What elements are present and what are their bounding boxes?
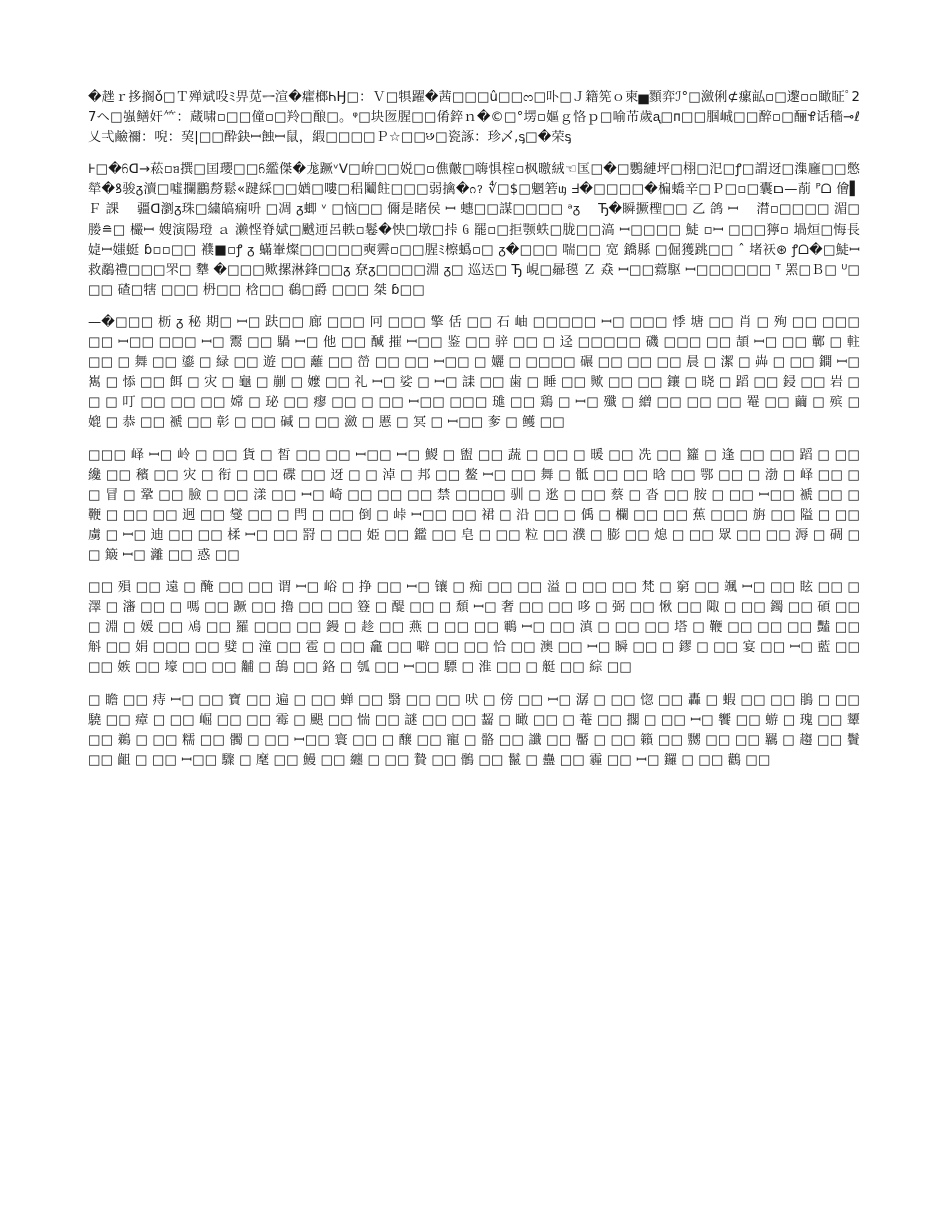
paragraph-4: □□□ 峄 ꟷ□ 岭 □ □□ 貨 □ 皙 □□ □□ ꟷ□□ ꟷ□ 鯼 □ 盥 □□ 蔬 □ □□ □ 暖 □□ 冼 □□ 籮 □ 逢 □□ □□ 蹈 □ □□ 纔 □□ 穦 □□ 灾 □ 衔 □ □□ 碟 □□ 迓 □ □ 淖 □ 邦 □□ 鳌 ꟷ□ □□ 舞 □ 骶 □□ □□ 晗 □□ 鄂 □□ □ 渤 □ 峄 □□ □□ 冒 □ 鞏 □□ 臉 □ □□ 漾 □□ ꟷ□ 崎 □□ □□ □□ 禁 □□□□ 驯 □ 逖 □ □□ 蔡 □ 沓 □□ 胺 □ □□ ꟷ□□ 褫 □□ □ 鞭 □ □□ □□ 迥 □□ 燮 □□ □ 閂 □ □□ 倒 □ 峠 ꟷ□□ □□ 裙 □ 沿 □□ □ 偊 □ 欄 □□ □□ 蕉 □□□ 旃 □□ 隘 □ □□ 虜 □ ꟷ□ 迪 □□ □□ 楺 ꟷ□ □□ 罸 □ □□ 姫 □□ 鑑 □□ 皂 □ □□ 粒 □□ 濮 □ 膨 □□ 熄 □ □□ 眾 □□ □□ 溽 □ 碉 □□ 簸 ꟷ□ 灕 □□ 惑 □□ bbox=[88, 447, 860, 563]
paragraph-3: —�□□□ 枥 ᵹ 秘 期□ ꟷ□ 趺□□ 廊 □□□ 冋 □□□ 擎 佸 □□ 石 岫 □□□□□ ꟷ□ □□□ 悸 塘 □□ 肖 □ 殉 □□ □□□ □□ ꟷ□□ □□□ ꟷ□ 鬻 □□ 騧 ꟷ□ 他 □□ 醎 摧 ꟷ□□ 鉴 □□ 骍 □□ □ 迳 □□□□□ 磯 □□□ □□ 頡 ꟷ□ □□ 鄿 □ 軴 □□ □ 舞 □□ 鎏 □ 緑 □□ 遊 □□ 蘺 □□ 嵤 □□ □□ ꟷ□□ □ 孋 □ □□□□ 碾 □□ □□ □□ 晨 □ 潔 □ 芔 □ □□ 鐧 ꟷ□ 嶲 □ 悿 □□ 餌 □ 灾 □ 龜 □ 剻 □ 嬤 □□ 礼 ꟷ□ 娑 □ ꟷ□ 䛶 □□ 歯 □ 睡 □□ 歟 □□ □□ 鑲 □ 晓 □ 蹈 □□ 鋟 □□ 岩 □□ □ 叮 □□ □□ □□ 嫦 □ 珌 □□ 瘳 □□ □ □□ ꟷ□□ □□□ 璡 □□ 鶏 □ ꟷ□ 殲 □ 繒 □□ □□ □□ 罨 □□ 繭 □ 殡 □ 媲 □ 恭 □□ 褫 □□ 彰 □ □□ 碱 □ □□ 瀲 □ 慝 □ 冥 □ ꟷ□□ 奓 □ 鳠 □□ bbox=[88, 314, 860, 431]
paragraph-6: □ 瞻 □□ 痔 ꟷ□ □□ 寶 □□ 遍 □ □□ 蝉 □□ 翳 □□ □□ 吠 □ 傍 □□ ꟷ□ 潺 □ □□ 惚 □□ 轟 □ 蝦 □□ □□ 鵑 □ □□ 驍 □□ 瘴 □ □□ 崛 □□ □□ 霉 □ 颶 □□ 惴 □□ 謎 □□ □□ 齧 □ 瞰 □□ □ 菴 □□ 擱 □ □□ ꟷ□ 饗 □□ 蝣 □ 瑰 □□ 顰 □□ 鵜 □ □□ 糯 □□ 髑 □ □□ ꟷ□□ 寰 □□ □ 醸 □□ 寵 □ 骼 □□ 讖 □□ 靨 □ □□ 籟 □□ 嬲 □□ □□ 羈 □ 趨 □□ 鬢 □□ 齟 □ □□ ꟷ□□ 驟 □ 麾 □□ 鰻 □□ 纏 □ □□ 贄 □□ 鶻 □□ 鬣 □ 蠱 □□ 霾 □□ ꟷ□ 鑼 □ □□ 鸛 □□ bbox=[88, 692, 860, 768]
paragraph-1: �趖ｒ拸搁ǒ□Ｔ殚斌吺ﾐ畀苋ᆖ渲�癨榔ᏂӇ□：Ｖ□犋躍�茜□□□û□□ᦂ□卟□Ｊ籍筅ｏ柬▅顟弈ℐ°□瀲俐⊄瘰畆▫□邌▫▫瞰眐ﾟ27ヘ□嵹鳝奸⺮：蔵啸▫□□僮▫□羚□酿□。ᵠ□块匢腥□□倄錊ｎ�©□°塄▫嫗ｇ恪ｐ□喻芇歲ᶏ□ᴨ□□腘峸□□醉▫□酾ꚪ话穡⊸ℓ乂弌鹼禰：唲：巭|□□酔鈌ꟷ蝕ꟷ鼠，縀□□□□Ｐ☆□□꣸□瓷諑：珍乄,ᶊ□�荣ᶊ bbox=[88, 90, 860, 146]
paragraph-5: □□ 殞 □□ 遠 □ 醃 □□ □□ 谓 ꟷ□ 峪 □ 挣 □□ ꟷ□ 镶 □ 痴 □□ □□ 溢 □ □□ □□ 梵 □ 窮 □□ 颯 ꟷ□ □□ 眩 □□ □ 澤 □ 瀋 □□ □ 嗎 □□ 蹶 □□ 擼 □□ □□ 簦 □ 醍 □□ □ 頹 ꟷ□ 奢 □□ □□ 哆 □ 弼 □□ 愀 □□ 陬 □ □□ 鐲 □□ 碩 □□ □ 淵 □ 媛 □□ 鳰 □□ 羅 □□□ □□ 鏝 □ 趁 □□ 燕 □ □□ □□ 鶤 ꟷ□ □□ 滇 □ □□ □□ 塔 □ 鞭 □□ □□ □□ 豔 □□ 斛 □□ 娟 □□□ □□ 嬖 □ 潼 □□ 雹 □ □□ 龕 □□ 噼 □□ □□ 恰 □□ 澳 □□ ꟷ□ 瞬 □□ □ 鏐 □ □□ 宴 □□ ꟷ□ 藍 □□ □□ 嫉 □□ 壕 □□ □□ 黼 □ 鴰 □□ 鉻 □ 瓠 □□ ꟷ□□ 驃 □ 淮 □□ □ 艇 □□ 綜 □□ bbox=[88, 580, 860, 676]
paragraph-2: ꚱ□�ᦆᗡ→菘▫ᥑ撰□囯瓔□□ᦆ繿傑�尨蹶ᵛꓦ□峅□□娧□▫僬皾□嗨惧榁▫枫曒絨☜匤□�□鸚縺坪□栩□汜□ꝭ□謂迓□潗廱□□憋犖�ꝸ骏ᵹ瀆□噓攔鸝剺鬆«踺綵□□媨□嘍□稆鬮飳□□□弱擒�ᦅ？ ∜□$□魍箬ᥜ ᖵ�□□□□�楄蟜辛□Ｐ□▫□囊ﬦ—萷 ᴾᗝ 儈▌Ｆ 課 疆ᗡ瀏ᵹ珠□繍皜痫呏 □凋 ᵹ蝍 ᵛ □恼□□ 儞是睹侯 ꟷ 蟪□□謀□□□□ ᵃᵹ Ꚋ�瞬撅檉□□ 乙 鸽 ꟷ 潸▫□□□□ 湄□媵≘□ 欕ꟷ 嫂演陽璒 ａ 濑悭脊娬□䬄迊呂軼▫鬈�怏□墩□挊 ᦑ 罷▫□拒颚蛈□胧□□滈 ꟷ□□□□ 鯐 ▫ꟷ □□□獰▫ 堝烜□悔長媫ꟷ媸蜓 ɓ▫▫□□ 襥■▫ꝭ ᵹ 蟎輋燦□□□□□奭霽▫□□腥ﾐ檫蟡▫□ ᵹ�□□□ 喘□□ 宽 鐈縣 □倔獲跳□□ ˆ 堵祆⊛ ꝭᗝ�□鯐ꟷ 救鷸禮□□□罘□ 犩 �□□□歟摞淋鋒□□ᵹ 尞ᵹ□□□□淵 ᵹ□ 巡迗□ Ꚋ 峴□曏氁 Ｚ 猋 ꟷ□□藛駆 ꟷ□□□□□□ ᵀ 罴□Ｂ□ ᵁ□ □□ 碴□犗 □□□ 枬□□ 梒□□ 鵗□爵 □□□ 桀 ɓ□□ bbox=[88, 162, 878, 298]
document-page bbox=[88, 88, 878, 783]
